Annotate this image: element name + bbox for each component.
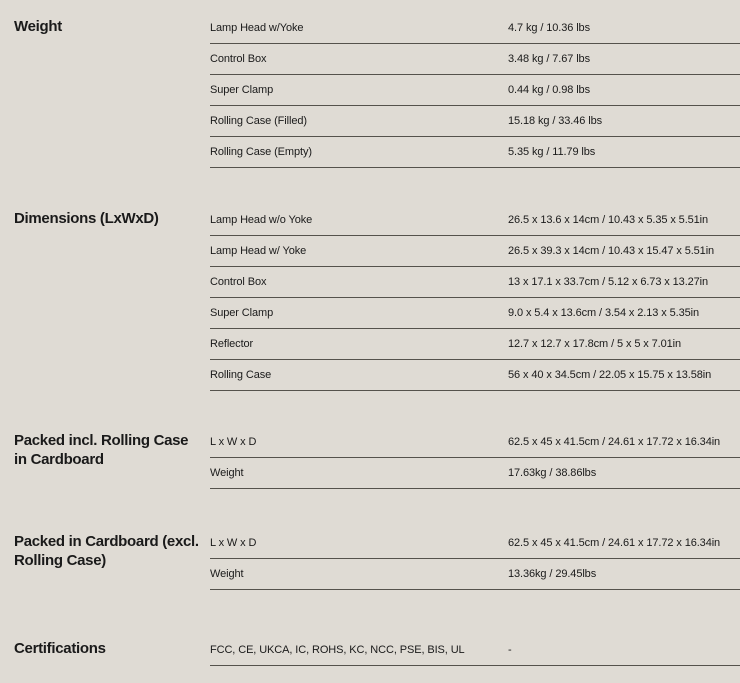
section-rows (210, 528, 740, 590)
spec-row (210, 298, 740, 329)
spec-value: 56 x 40 x 34.5cm / 22.05 x 15.75 x 13.58in (508, 369, 712, 381)
section-heading: Packed in Cardboard (excl. Rolling Case) (14, 533, 199, 569)
section-heading: Dimensions (LxWxD) (14, 210, 159, 227)
section-heading: Packed incl. Rolling Case in Cardboard (14, 432, 189, 468)
spec-row (210, 44, 740, 75)
spec-value: 3.48 kg / 7.67 lbs (508, 53, 590, 65)
spec-row (210, 137, 740, 168)
section-rows (210, 427, 740, 489)
spec-label: Rolling Case (Empty) (210, 146, 312, 158)
spec-value: 62.5 x 45 x 41.5cm / 24.61 x 17.72 x 16.34in (508, 436, 721, 448)
spec-section (14, 13, 740, 168)
spec-row (210, 329, 740, 360)
spec-label: Reflector (210, 338, 254, 350)
spec-label: Lamp Head w/Yoke (210, 22, 304, 34)
spec-label: Rolling Case (210, 369, 272, 381)
spec-value: 12.7 x 12.7 x 17.8cm / 5 x 5 x 7.01in (508, 338, 682, 350)
spec-value: 26.5 x 13.6 x 14cm / 10.43 x 5.35 x 5.51in (508, 214, 709, 226)
spec-value: 9.0 x 5.4 x 13.6cm / 3.54 x 2.13 x 5.35in (508, 307, 699, 319)
spec-value: 15.18 kg / 33.46 lbs (508, 115, 603, 127)
spec-value: 0.44 kg / 0.98 lbs (508, 84, 590, 96)
spec-label: Weight (210, 467, 244, 479)
spec-label: Control Box (210, 53, 267, 65)
spec-value: - (508, 644, 512, 656)
spec-row (210, 106, 740, 137)
spec-value: 62.5 x 45 x 41.5cm / 24.61 x 17.72 x 16.34in (508, 537, 721, 549)
spec-label: L x W x D (210, 436, 257, 448)
section-rows (210, 13, 740, 168)
spec-value: 13.36kg / 29.45lbs (508, 568, 597, 580)
spec-value: 17.63kg / 38.86lbs (508, 467, 597, 479)
spec-section (14, 528, 740, 590)
spec-section (14, 635, 740, 666)
spec-row (210, 236, 740, 267)
spec-label: FCC, CE, UKCA, IC, ROHS, KC, NCC, PSE, BIS, UL (210, 644, 465, 656)
spec-row (210, 13, 740, 44)
spec-section (14, 205, 740, 391)
spec-label: Super Clamp (210, 84, 274, 96)
section-rows (210, 205, 740, 391)
spec-label: Control Box (210, 276, 267, 288)
spec-label: Super Clamp (210, 307, 274, 319)
section-heading: Certifications (14, 640, 106, 657)
spec-row (210, 267, 740, 298)
spec-row (210, 458, 740, 489)
spec-label: Lamp Head w/ Yoke (210, 245, 307, 257)
section-heading: Weight (14, 18, 62, 35)
spec-value: 5.35 kg / 11.79 lbs (508, 146, 596, 158)
spec-row (210, 635, 740, 666)
section-rows (210, 635, 740, 666)
spec-section (14, 427, 740, 489)
spec-label: Rolling Case (Filled) (210, 115, 307, 127)
spec-row (210, 559, 740, 590)
spec-value: 26.5 x 39.3 x 14cm / 10.43 x 15.47 x 5.51in (508, 245, 715, 257)
spec-label: Weight (210, 568, 244, 580)
spec-value: 13 x 17.1 x 33.7cm / 5.12 x 6.73 x 13.27in (508, 276, 709, 288)
spec-row (210, 528, 740, 559)
spec-row (210, 205, 740, 236)
spec-label: L x W x D (210, 537, 257, 549)
spec-row (210, 360, 740, 391)
spec-row (210, 427, 740, 458)
spec-row (210, 75, 740, 106)
spec-label: Lamp Head w/o Yoke (210, 214, 313, 226)
spec-value: 4.7 kg / 10.36 lbs (508, 22, 590, 34)
